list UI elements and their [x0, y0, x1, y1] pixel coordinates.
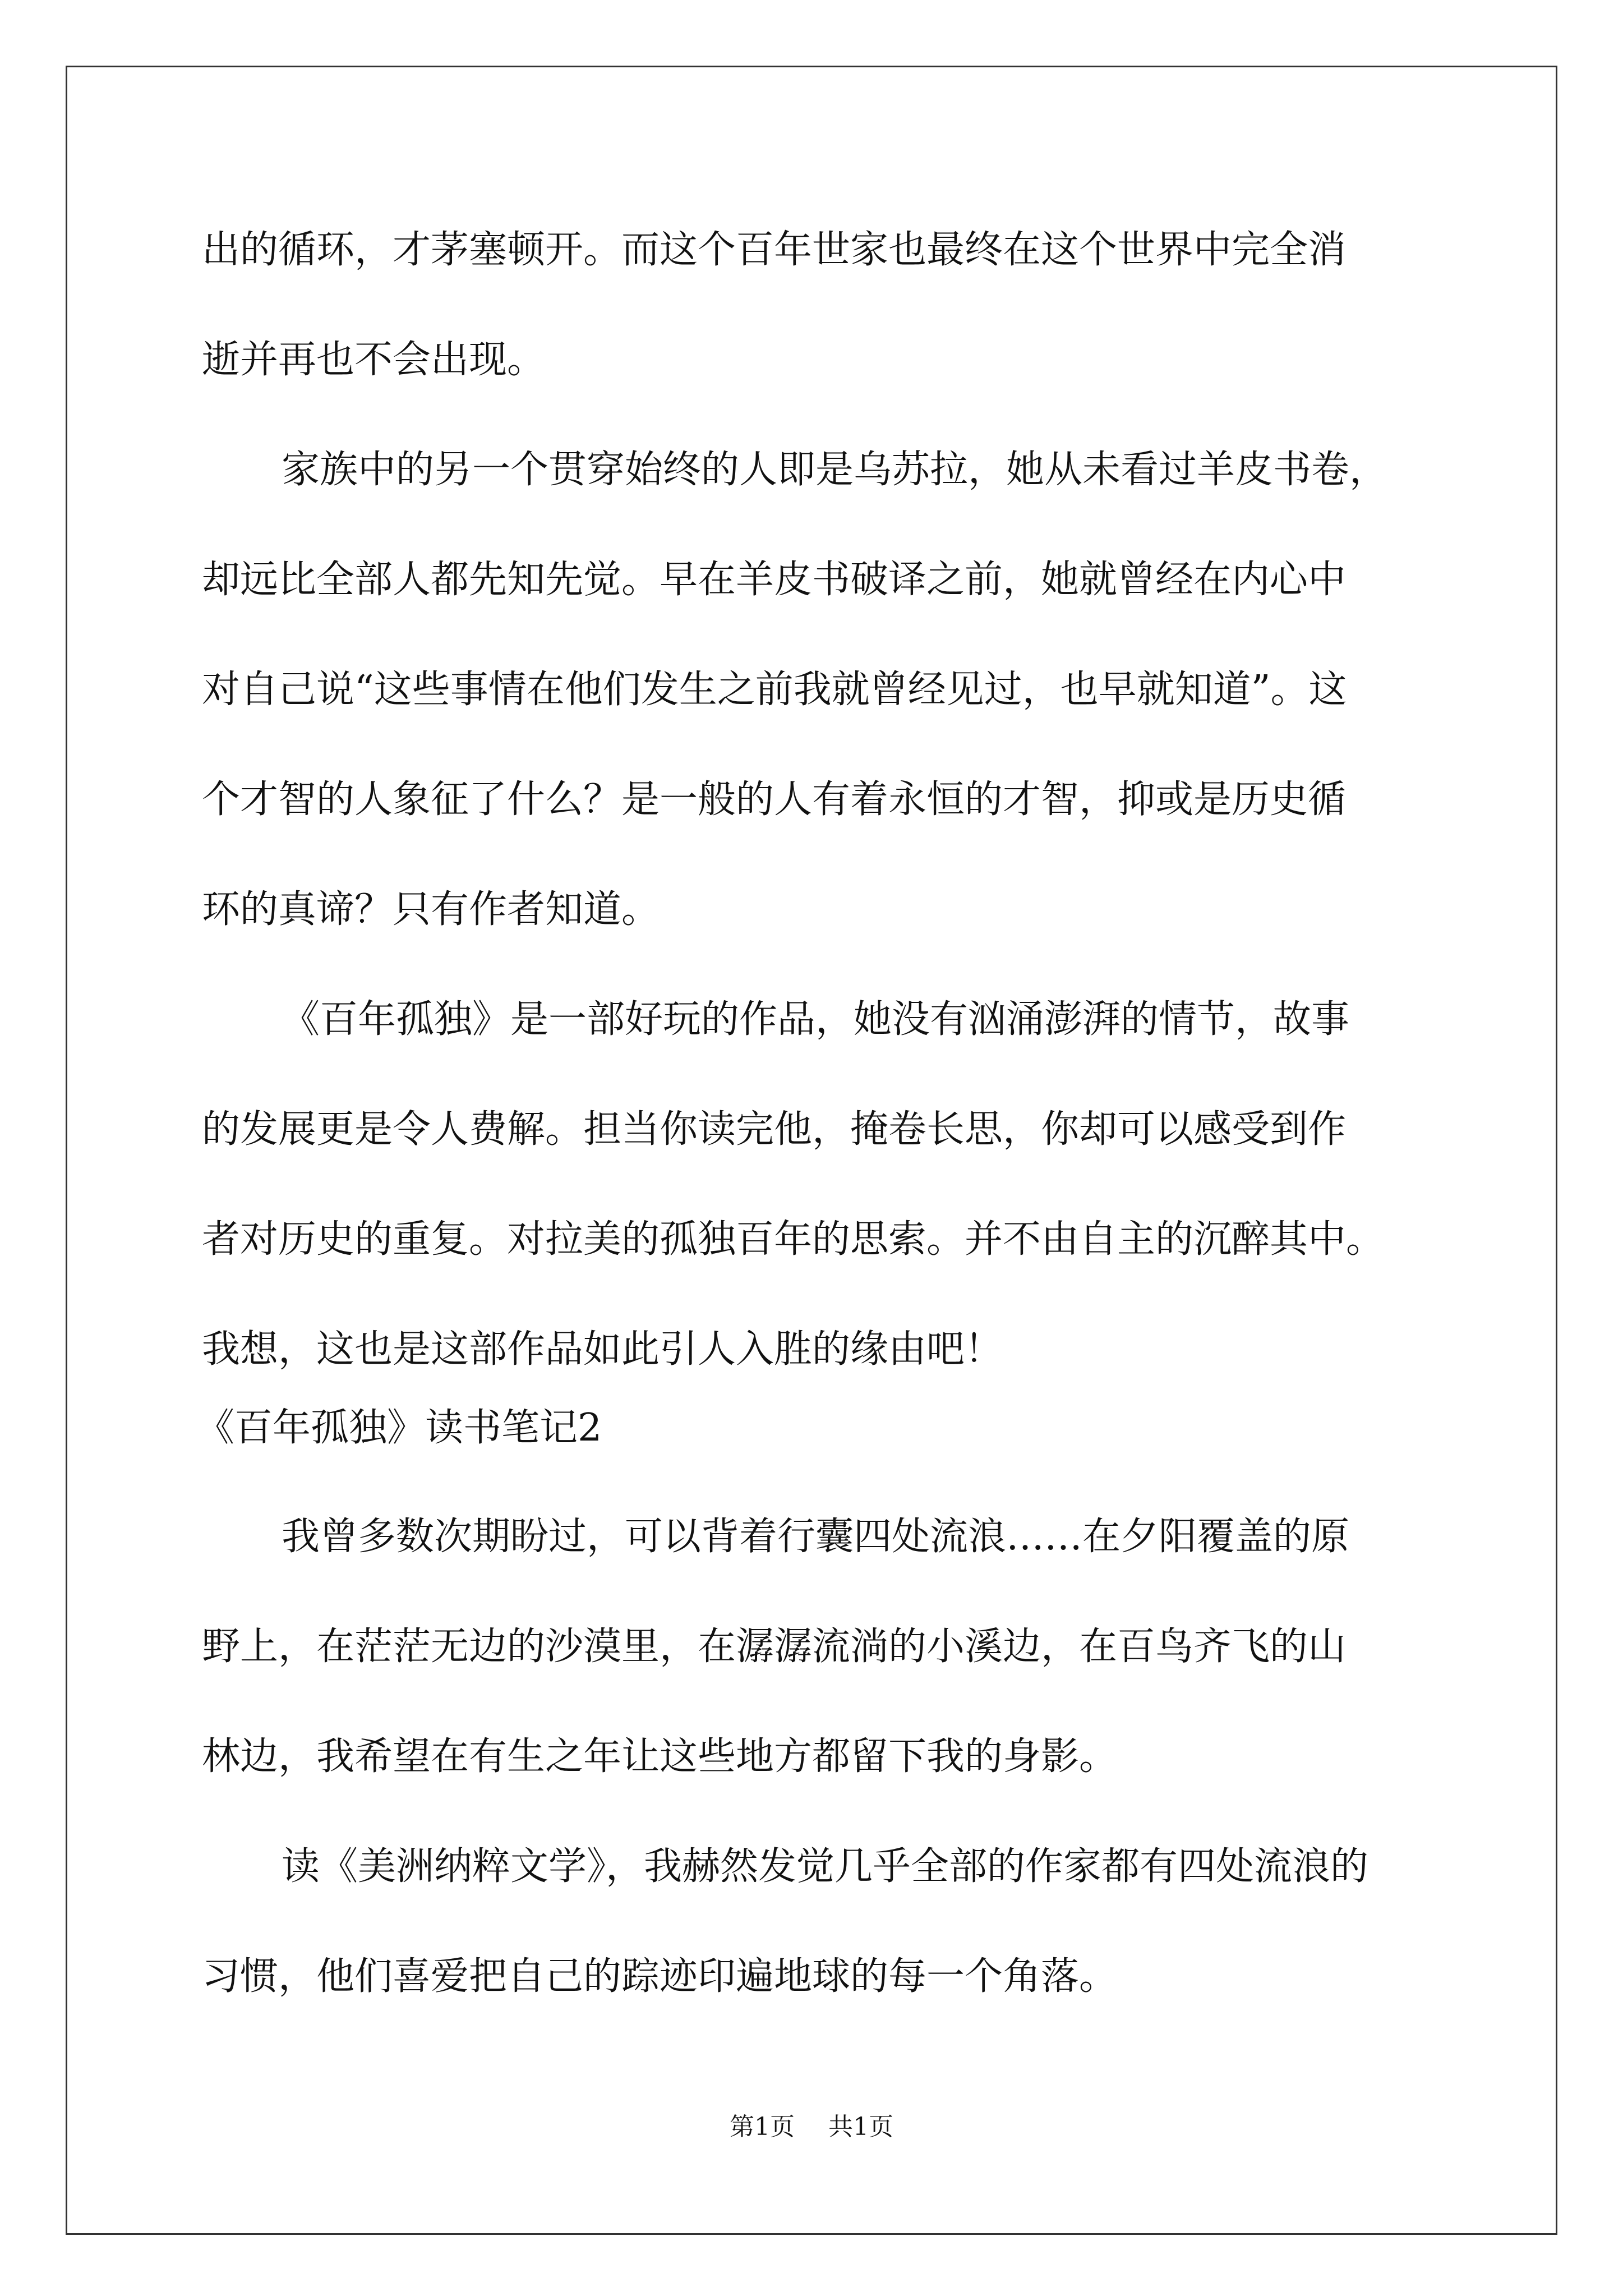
paragraph: [202, 415, 1447, 965]
text-line: 我曾多数次期盼过，可以背着行囊四处流浪……在夕阳覆盖的原: [282, 1515, 1350, 1559]
text-line: 家族中的另一个贯穿始终的人即是乌苏拉，她从未看过羊皮书卷，: [282, 448, 1388, 492]
page-footer: [0, 2106, 1623, 2142]
text-line: 《百年孤独》是一部好玩的作品，她没有汹涌澎湃的情节，故事: [282, 997, 1350, 1042]
text-line: 习惯，他们喜爱把自己的踪迹印遍地球的每一个角落。: [202, 1954, 1118, 1999]
text-line: 个才智的人象征了什么？是一般的人有着永恒的才智，抑或是历史循: [202, 777, 1347, 822]
text-line: 环的真谛？只有作者知道。: [202, 887, 660, 932]
text-line: 对自己说“这些事情在他们发生之前我就曾经见过，也早就知道”。这: [202, 668, 1347, 712]
text-line: 我想，这也是这部作品如此引人入胜的缘由吧！: [202, 1327, 1003, 1372]
paragraph: [202, 1482, 1447, 1812]
paragraph: [202, 1812, 1447, 2032]
text-line: 出的循环，才茅塞顿开。而这个百年世家也最终在这个世界中完全消: [202, 228, 1347, 272]
paragraph: [202, 965, 1447, 1405]
paragraph: [202, 195, 1447, 415]
body-text-top: [202, 195, 1447, 1405]
text-line: 却远比全部人都先知先觉。早在羊皮书破译之前，她就曾经在内心中: [202, 558, 1347, 602]
text-line: 者对历史的重复。对拉美的孤独百年的思索。并不由自主的沉醉其中。: [202, 1217, 1385, 1262]
text-line: 逝并再也不会出现。: [202, 338, 546, 382]
text-line: 的发展更是令人费解。担当你读完他，掩卷长思，你却可以感受到作: [202, 1107, 1347, 1152]
page-total: 共1页: [828, 2113, 893, 2141]
body-text-bottom: [202, 1482, 1447, 2032]
section-heading: 《百年孤独》读书笔记2: [196, 1406, 602, 1450]
text-line: 林边，我希望在有生之年让这些地方都留下我的身影。: [202, 1734, 1118, 1779]
page-number: 第1页: [730, 2113, 795, 2141]
text-line: 读《美洲纳粹文学》，我赫然发觉几乎全部的作家都有四处流浪的: [282, 1844, 1369, 1889]
text-line: 野上，在茫茫无边的沙漠里，在潺潺流淌的小溪边，在百鸟齐飞的山: [202, 1625, 1347, 1669]
